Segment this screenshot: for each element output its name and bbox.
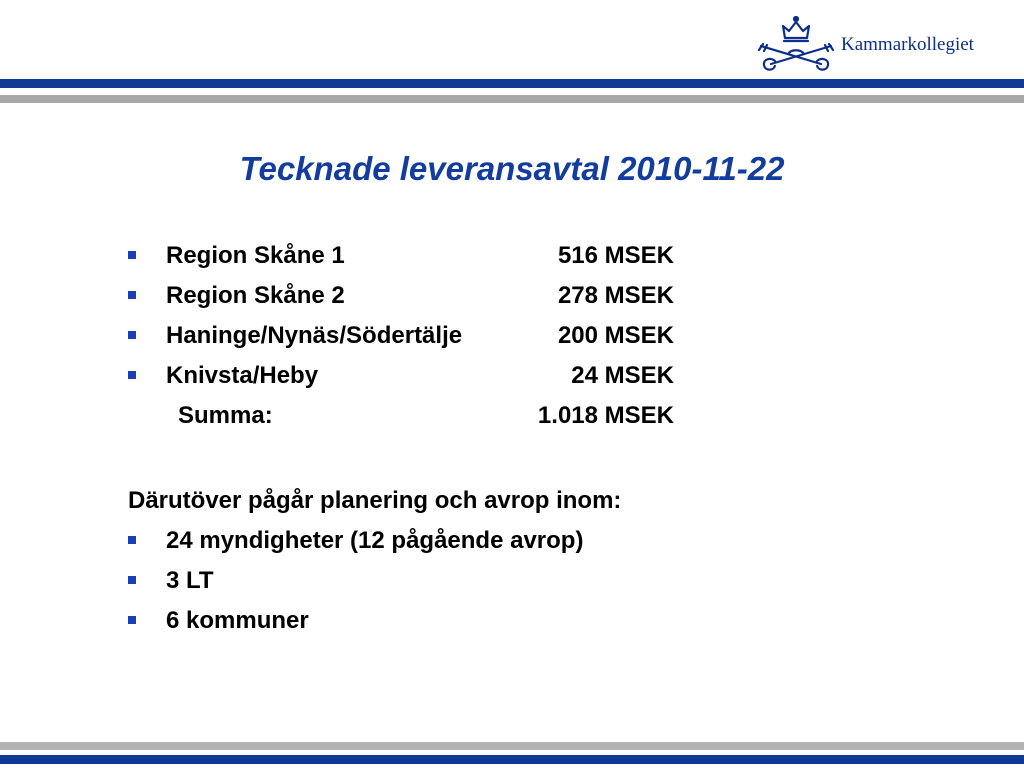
- sum-row: [128, 396, 828, 436]
- header-gray-stripe: [0, 95, 1024, 103]
- slide-body: [128, 236, 828, 641]
- square-bullet-icon: [128, 576, 136, 584]
- list-item: [128, 316, 828, 356]
- list-item: [128, 521, 828, 561]
- slide-title: Tecknade leveransavtal 2010-11-22: [239, 150, 785, 187]
- square-bullet-icon: [128, 616, 136, 624]
- square-bullet-icon: [128, 536, 136, 544]
- item-label: 3 LT: [166, 567, 214, 594]
- square-bullet-icon: [128, 251, 136, 259]
- contract-amount: 278 MSEK: [557, 282, 674, 309]
- contract-amount: 516 MSEK: [557, 242, 674, 269]
- sum-amount: 1.018 MSEK: [537, 402, 674, 429]
- contract-label: Haninge/Nynäs/Södertälje: [166, 322, 463, 349]
- contract-amount: 200 MSEK: [557, 322, 674, 349]
- square-bullet-icon: [128, 331, 136, 339]
- brand-name: Kammarkollegiet: [841, 34, 974, 55]
- contract-label: Region Skåne 2: [166, 282, 345, 309]
- item-label: 24 myndigheter (12 pågående avrop): [166, 527, 584, 554]
- square-bullet-icon: [128, 371, 136, 379]
- contract-label: Knivsta/Heby: [166, 362, 319, 389]
- footer-blue-stripe: [0, 755, 1024, 764]
- list-item: [128, 236, 828, 276]
- list-item: [128, 276, 828, 316]
- crown-and-crossed-keys-icon: [755, 14, 837, 74]
- brand-logo: [755, 14, 1017, 74]
- contract-label: Region Skåne 1: [166, 242, 345, 269]
- footer-gray-stripe: [0, 742, 1024, 750]
- intro-text-row: [128, 481, 828, 521]
- intro-text: Därutöver pågår planering och avrop inom:: [128, 487, 622, 514]
- spacer: [128, 436, 828, 481]
- sum-label: Summa:: [178, 402, 273, 429]
- item-label: 6 kommuner: [166, 607, 309, 634]
- list-item: [128, 601, 828, 641]
- list-item: [128, 561, 828, 601]
- header-blue-stripe: [0, 79, 1024, 88]
- contract-amount: 24 MSEK: [571, 362, 674, 389]
- list-item: [128, 356, 828, 396]
- square-bullet-icon: [128, 291, 136, 299]
